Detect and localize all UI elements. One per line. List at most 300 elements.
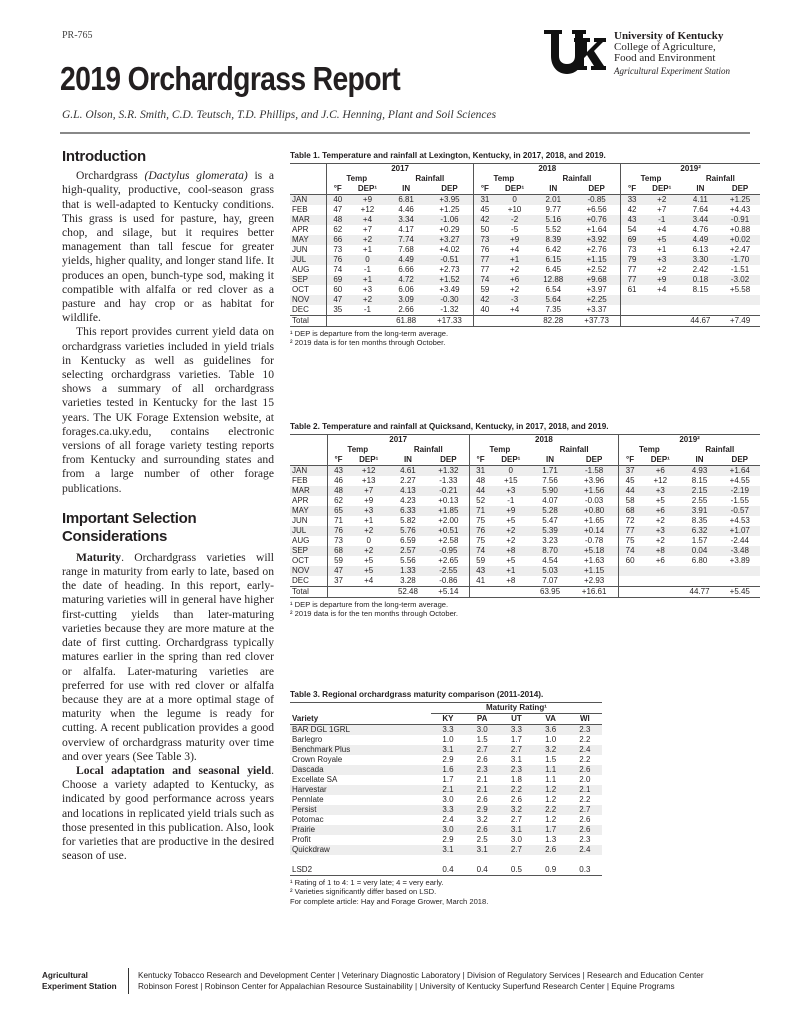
rating-cell: 3.2 xyxy=(499,805,533,815)
footer-units xyxy=(138,970,704,992)
table-1-grid xyxy=(290,163,760,327)
table-cell: 3.09 xyxy=(386,295,425,305)
table-cell xyxy=(621,295,643,305)
table-cell: 75 xyxy=(469,516,491,526)
table-cell: 74 xyxy=(619,546,641,556)
table-cell: 77 xyxy=(619,526,641,536)
table-cell: 44.67 xyxy=(690,316,711,325)
footer-station xyxy=(42,970,117,992)
table-row xyxy=(290,255,760,265)
table-cell: -1.33 xyxy=(439,476,458,485)
row-label: Total xyxy=(292,316,309,325)
table-cell: +15 xyxy=(503,476,518,485)
table-cell: 5.03 xyxy=(530,566,570,576)
rating-cell: 2.1 xyxy=(568,785,602,795)
variety-name: Quickdraw xyxy=(290,845,431,855)
year-header: 2019² xyxy=(621,164,760,175)
year-header: 2017 xyxy=(327,435,469,446)
table-cell: +1.15 xyxy=(573,255,621,265)
table-row xyxy=(290,295,760,305)
lsd-cell: 0.4 xyxy=(476,865,488,874)
table-row xyxy=(290,576,760,587)
row-label: JUN xyxy=(292,516,308,525)
unit-header: IN xyxy=(403,455,412,464)
table-cell: +6 xyxy=(641,466,680,477)
table-cell: 2.42 xyxy=(692,265,709,274)
rating-cell: 3.3 xyxy=(431,725,465,736)
variety-name: Harvestar xyxy=(290,785,431,795)
table-cell: 8.70 xyxy=(530,546,570,556)
table-cell: -1.06 xyxy=(426,215,474,225)
table-cell: +3.95 xyxy=(426,195,474,206)
table-cell: +5 xyxy=(349,566,388,576)
table-cell: 7.56 xyxy=(542,476,558,485)
table-cell: +2 xyxy=(510,285,520,294)
maturity-paragraph: Maturity. Orchardgrass varieties will range in maturity from early to late, based on the date of heading. In this report, early-maturing varieties will in general have higher first-cutting yields than later-maturing varieties because they are more mature at the date of first cutting. Orchardgrass typically matures earlier in the spring than red clover or alfalfa. Later-maturing varieties are preferred for use with red clover or alfalfa because they are at a more optimal stage of maturity when the legume is ready for cutting. A recent publication provides a good overview of orchardgrass maturity over time and over years (See Table 3). xyxy=(62,550,274,763)
table-cell: 4.72 xyxy=(386,275,425,285)
table-cell: +1.52 xyxy=(426,275,474,285)
table-cell: +5.45 xyxy=(729,587,750,596)
table-cell xyxy=(643,316,681,327)
unit-header: DEP xyxy=(441,184,458,193)
row-label: MAR xyxy=(290,215,327,225)
table-row xyxy=(290,587,760,598)
table-cell: 5.90 xyxy=(530,486,570,496)
table-cell: +2.73 xyxy=(439,265,460,274)
table-cell: +1 xyxy=(657,245,667,254)
table-cell: 4.13 xyxy=(388,486,428,496)
rating-cell: 2.1 xyxy=(476,775,488,784)
table-cell: +3.96 xyxy=(583,476,605,485)
state-header: PA xyxy=(476,714,488,723)
table-row xyxy=(290,785,602,795)
table-cell: 74 xyxy=(474,275,496,285)
rating-cell: 2.7 xyxy=(568,805,602,815)
unit-header: °F xyxy=(619,455,641,466)
rating-cell: 2.6 xyxy=(579,815,591,824)
table-cell: 6.59 xyxy=(400,536,416,545)
table-cell: +13 xyxy=(361,476,376,485)
table-cell xyxy=(327,316,349,327)
table-cell: -0.51 xyxy=(426,255,474,265)
table-cell: 42 xyxy=(474,215,496,225)
table-cell xyxy=(643,305,681,316)
rating-cell: 3.1 xyxy=(431,745,465,755)
lsd-cell: 0.9 xyxy=(545,865,557,874)
table-cell: 74 xyxy=(327,265,349,275)
rating-cell: 2.4 xyxy=(568,745,602,755)
rating-cell: 1.0 xyxy=(545,735,557,744)
group-header: Rainfall xyxy=(415,174,445,183)
rating-cell: 3.6 xyxy=(534,725,568,736)
table-cell: 4.11 xyxy=(681,195,720,206)
group-header: Temp xyxy=(621,174,681,184)
table-row xyxy=(290,466,760,477)
table-cell: 58 xyxy=(619,496,641,506)
table-cell: +6 xyxy=(496,275,534,285)
table-cell: 63.95 xyxy=(540,587,561,596)
table-cell: 41 xyxy=(469,576,491,587)
table-cell: 1.57 xyxy=(691,536,708,545)
table-cell: +8 xyxy=(506,576,516,585)
table-row xyxy=(290,795,602,805)
unit-header: DEP¹ xyxy=(650,455,670,464)
row-label: Total xyxy=(292,587,309,596)
table-cell: +1.07 xyxy=(720,526,760,536)
table-row xyxy=(290,556,760,566)
rating-cell: 2.2 xyxy=(579,755,591,764)
unit-header: IN xyxy=(549,184,558,193)
table-cell xyxy=(496,316,534,327)
rating-cell: 2.6 xyxy=(568,765,602,775)
table-cell: 0 xyxy=(492,466,531,477)
table-cell: 2.57 xyxy=(388,546,428,556)
table-row xyxy=(290,265,760,275)
table-3-grid xyxy=(290,702,602,876)
rating-cell: 2.3 xyxy=(465,765,499,775)
unit-header: IN xyxy=(402,184,411,193)
table-row xyxy=(290,516,760,526)
table-cell: +0.88 xyxy=(729,225,751,234)
unit-header: °F xyxy=(474,184,496,195)
table-cell: 77 xyxy=(474,265,496,275)
table-cell: -1 xyxy=(363,265,372,274)
table-cell: +2.47 xyxy=(729,245,751,254)
table-cell: 42 xyxy=(474,295,496,305)
table-cell: -0.91 xyxy=(720,215,760,225)
intro-heading: Introduction xyxy=(62,148,146,165)
table-cell xyxy=(619,587,641,598)
table-cell: +7 xyxy=(362,225,373,234)
table-cell: 6.42 xyxy=(545,245,562,254)
table-cell: -1.70 xyxy=(720,255,760,265)
table-row xyxy=(290,195,760,206)
variety-name: Benchmark Plus xyxy=(290,745,431,755)
table-cell: 71 xyxy=(327,516,349,526)
table-cell: 76 xyxy=(327,526,349,536)
rating-cell: 1.7 xyxy=(510,735,522,744)
table-cell: 75 xyxy=(469,536,491,546)
table-cell: 43 xyxy=(469,566,491,576)
table-cell: +1 xyxy=(364,516,374,525)
table-cell: +1.25 xyxy=(439,205,460,214)
table-cell: +2.65 xyxy=(438,556,459,565)
table-cell: 6.32 xyxy=(680,526,720,536)
table-cell xyxy=(720,295,760,305)
rating-cell: 1.0 xyxy=(442,735,454,744)
table-cell: 8.39 xyxy=(534,235,573,245)
table-cell: 76 xyxy=(474,245,496,255)
footnote: ¹ DEP is departure from the long-term average. xyxy=(290,600,449,609)
table-2-grid xyxy=(290,434,760,598)
intro-paragraph-2: This report provides current yield data on orchardgrass varieties included in yield trials in Kentucky as well as guidelines for selecting orchardgrass varieties. Table 10 shows a summary of all orchardgrass varieties tested in Kentucky for the last 15 years. The UK Forage Extension website, at forages.ca.uky.edu, contains electronic versions of all forage variety testing reports from Kentucky and surrounding states and from a large number of other forage publications. xyxy=(62,325,274,495)
table-cell xyxy=(680,566,720,576)
table-cell: 0 xyxy=(349,255,387,265)
table-cell: 6.66 xyxy=(398,265,414,274)
table-3 xyxy=(290,690,602,906)
report-number: PR-765 xyxy=(62,30,93,41)
table-row xyxy=(290,546,760,556)
table-row xyxy=(290,845,602,855)
rating-cell: 3.2 xyxy=(476,815,488,824)
unit-header: IN xyxy=(695,455,704,464)
table-cell: +2 xyxy=(643,195,681,206)
rating-cell: 3.0 xyxy=(431,825,465,835)
footnote: For complete article: Hay and Forage Grower, March 2018. xyxy=(290,896,489,906)
rating-cell: 2.7 xyxy=(465,745,499,755)
uk-logo-icon xyxy=(544,28,606,76)
unit-header: DEP xyxy=(440,455,457,464)
table-cell: 37 xyxy=(619,466,641,477)
table-cell: -5 xyxy=(511,225,519,234)
table-cell xyxy=(469,587,491,598)
table-cell: 7.68 xyxy=(398,245,414,254)
table-cell: +6 xyxy=(655,556,665,565)
table-cell: 6.33 xyxy=(388,506,428,516)
footer-units-line: Kentucky Tobacco Research and Development Center | Veterinary Diagnostic Laboratory | Division of Regulatory Services | Research and Education Center xyxy=(138,971,704,980)
table-cell: -0.78 xyxy=(585,536,604,545)
table-cell: 60 xyxy=(327,285,349,295)
unit-header: °F xyxy=(327,184,349,195)
table-cell: 65 xyxy=(327,506,349,516)
table-cell: 45 xyxy=(619,476,641,486)
footer-divider xyxy=(128,968,129,994)
table-row xyxy=(290,285,760,295)
table-cell: +3 xyxy=(641,526,680,536)
authors-line: G.L. Olson, S.R. Smith, C.D. Teutsch, T.D. Phillips, and J.C. Henning, Plant and Soil Sciences xyxy=(62,109,497,121)
rating-cell: 2.1 xyxy=(431,785,465,795)
row-label: OCT xyxy=(292,285,309,294)
rating-cell: 1.1 xyxy=(545,775,557,784)
table-cell: 75 xyxy=(619,536,641,546)
table-cell: +1.15 xyxy=(570,566,619,576)
unit-header: DEP¹ xyxy=(357,184,378,193)
footnote: ² 2019 data is for ten months through October. xyxy=(290,338,446,348)
year-header: 2018 xyxy=(469,435,619,446)
table-cell xyxy=(643,295,681,305)
table-cell: 43 xyxy=(327,466,349,477)
table-cell: +2 xyxy=(657,265,667,274)
variety-name: Excellate SA xyxy=(292,775,338,784)
rating-cell: 2.9 xyxy=(442,835,454,844)
college-line-2: Food and Environment xyxy=(614,52,716,64)
table-cell: +2 xyxy=(655,516,665,525)
rating-cell: 2.9 xyxy=(442,755,454,764)
table-cell: +4.43 xyxy=(729,205,751,214)
table-cell: +37.73 xyxy=(584,316,609,325)
table-cell: 1.71 xyxy=(530,466,570,477)
table-cell: -1.32 xyxy=(440,305,459,314)
row-label: AUG xyxy=(292,265,310,274)
university-name: University of Kentucky xyxy=(614,30,724,42)
rating-cell: 2.9 xyxy=(465,805,499,815)
table-cell: 4.07 xyxy=(542,496,558,505)
row-label: DEC xyxy=(292,576,309,585)
table-row xyxy=(290,225,760,235)
table-row xyxy=(290,745,602,755)
table-cell: 8.15 xyxy=(691,476,708,485)
table-cell: 33 xyxy=(621,195,643,206)
table-cell: +2.00 xyxy=(438,516,459,525)
table-cell xyxy=(641,587,680,598)
table-cell: +3 xyxy=(643,255,681,265)
table-cell: 4.93 xyxy=(680,466,720,477)
table-cell: 2.27 xyxy=(400,476,416,485)
table-cell xyxy=(641,576,680,587)
rating-cell: 2.4 xyxy=(442,815,454,824)
table-cell: -2.19 xyxy=(720,486,760,496)
rating-cell: 2.6 xyxy=(465,825,499,835)
row-label: JUL xyxy=(290,255,327,265)
table-cell: +1.63 xyxy=(583,556,605,565)
unit-header: DEP xyxy=(588,184,605,193)
table-cell: +1 xyxy=(362,245,373,254)
unit-header: DEP¹ xyxy=(501,455,521,464)
table-cell: 48 xyxy=(327,215,349,225)
table-cell: 9.77 xyxy=(545,205,562,214)
table-cell: 31 xyxy=(474,195,496,206)
table-cell: 45 xyxy=(474,205,496,215)
table-cell: +0.02 xyxy=(720,235,760,245)
table-cell: 44.77 xyxy=(689,587,710,596)
table-cell: +2 xyxy=(492,526,531,536)
table-cell: +9 xyxy=(349,195,387,206)
table-cell: 54 xyxy=(621,225,643,235)
table-cell: -2.55 xyxy=(428,566,469,576)
variety-name: Profit xyxy=(292,835,311,844)
table-cell: +3 xyxy=(492,486,531,496)
table-row xyxy=(290,215,760,225)
table-row xyxy=(290,536,760,546)
state-header: KY xyxy=(442,714,454,723)
table-cell: -3 xyxy=(496,295,534,305)
table-cell: +0.29 xyxy=(439,225,460,234)
table-cell: +9 xyxy=(364,496,374,505)
table-row xyxy=(290,765,602,775)
rating-cell: 2.2 xyxy=(534,805,568,815)
table-cell: +2.52 xyxy=(586,265,607,274)
table-row xyxy=(290,815,602,825)
table-cell: +4 xyxy=(510,305,520,314)
table-cell: 4.76 xyxy=(692,225,709,234)
table-cell: 73 xyxy=(327,536,349,546)
variety-name: Pennlate xyxy=(292,795,324,804)
table-cell: +10 xyxy=(507,205,522,214)
table-cell: 12.88 xyxy=(534,275,573,285)
table-cell: 5.82 xyxy=(400,516,416,525)
table-cell: 52 xyxy=(469,496,491,506)
table-cell: 6.15 xyxy=(534,255,573,265)
table-cell: +12 xyxy=(653,476,668,485)
table-cell: +1.25 xyxy=(720,195,760,206)
unit-header: DEP xyxy=(585,455,603,464)
table-cell: 68 xyxy=(327,546,349,556)
table-cell: 7.07 xyxy=(542,576,558,585)
table-cell: 4.54 xyxy=(542,556,558,565)
unit-header: DEP xyxy=(731,455,748,464)
table-cell: -2 xyxy=(496,215,534,225)
table-cell: 61 xyxy=(621,285,643,295)
table-cell: +9.68 xyxy=(573,275,621,285)
table-row xyxy=(290,316,760,327)
table-cell: 69 xyxy=(327,275,349,285)
variety-name: Prairie xyxy=(290,825,431,835)
table-cell: 73 xyxy=(621,245,643,255)
rating-cell: 3.1 xyxy=(431,845,465,855)
rating-cell: 3.0 xyxy=(465,725,499,736)
table-cell: -1.58 xyxy=(570,466,619,477)
table-cell: +12 xyxy=(349,466,388,477)
table-row xyxy=(290,305,760,316)
rating-cell: 2.6 xyxy=(534,845,568,855)
rating-cell: 1.1 xyxy=(534,765,568,775)
row-label: AUG xyxy=(292,536,310,545)
rating-cell: 3.0 xyxy=(442,795,454,804)
table-3-title: Table 3. Regional orchardgrass maturity comparison (2011-2014). xyxy=(290,690,544,699)
table-cell: +5 xyxy=(506,556,516,565)
table-cell: 2.66 xyxy=(398,305,414,314)
table-cell: 47 xyxy=(327,295,349,305)
table-cell: +0.51 xyxy=(428,526,469,536)
table-cell: +2 xyxy=(349,546,388,556)
table-cell xyxy=(327,587,349,598)
table-cell: +1.85 xyxy=(428,506,469,516)
table-cell: -1.55 xyxy=(730,496,749,505)
unit-header: DEP¹ xyxy=(359,455,379,464)
table-cell: 3.34 xyxy=(386,215,425,225)
rating-cell: 2.2 xyxy=(499,785,533,795)
rating-cell: 1.2 xyxy=(545,815,557,824)
table-cell: -1.51 xyxy=(730,265,750,274)
table-cell xyxy=(621,316,643,327)
table-cell: +1 xyxy=(492,566,531,576)
table-cell: +7 xyxy=(657,205,667,214)
table-cell: 2.15 xyxy=(680,486,720,496)
table-cell: 50 xyxy=(474,225,496,235)
table-2 xyxy=(290,422,760,619)
table-cell: 77 xyxy=(621,275,643,285)
table-cell: -0.30 xyxy=(426,295,474,305)
table-cell: 4.49 xyxy=(681,235,720,245)
rating-cell: 2.7 xyxy=(499,845,533,855)
table-cell: -0.95 xyxy=(428,546,469,556)
table-cell: 47 xyxy=(327,205,349,215)
table-cell: +3.89 xyxy=(729,556,750,565)
table-cell: 6.80 xyxy=(691,556,708,565)
row-label: SEP xyxy=(290,275,327,285)
table-cell xyxy=(681,295,720,305)
table-cell: -0.57 xyxy=(720,506,760,516)
table-cell: 0 xyxy=(496,195,534,206)
table-cell xyxy=(681,305,720,316)
rating-cell: 1.5 xyxy=(476,735,488,744)
table-cell: +4 xyxy=(657,285,667,294)
table-cell: +5.14 xyxy=(438,587,459,596)
table-cell: +2 xyxy=(349,235,387,245)
rating-cell: 1.2 xyxy=(534,785,568,795)
table-row xyxy=(290,496,760,506)
table-cell: -3.48 xyxy=(720,546,760,556)
row-label: FEB xyxy=(292,476,308,485)
table-cell: +17.33 xyxy=(437,316,462,325)
table-cell: 59 xyxy=(469,556,491,566)
state-header: UT xyxy=(511,714,522,723)
footnote: ² 2019 data is for the ten months through October. xyxy=(290,609,459,619)
table-cell xyxy=(720,305,760,316)
variety-name: Dascada xyxy=(290,765,431,775)
table-cell: 3.30 xyxy=(681,255,720,265)
table-cell: +5 xyxy=(655,496,665,505)
